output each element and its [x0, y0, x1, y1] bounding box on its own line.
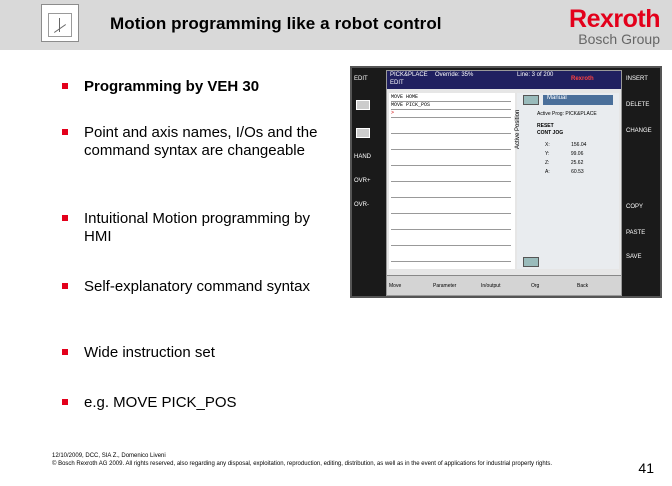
footer-notice — [52, 452, 622, 468]
hmi-left-button: HAND — [354, 154, 372, 160]
hmi-topbar: PICK&PLACE Override: 35% EDIT Line: 3 of 200 Rexroth — [387, 71, 621, 89]
hmi-right-button: PASTE — [626, 230, 646, 236]
slide-logo-icon — [41, 4, 79, 42]
hmi-bottom-menu: Move Parameter In/output Org Back — [387, 275, 621, 295]
hmi-screenshot — [350, 66, 662, 298]
scroll-up-icon — [523, 95, 539, 105]
hmi-right-button: SAVE — [626, 254, 642, 260]
page-number: 41 — [638, 460, 654, 476]
page-title: Motion programming like a robot control — [110, 14, 442, 33]
axis-row: A: 60.53 — [545, 169, 584, 175]
hmi-left-icon — [356, 100, 370, 110]
hmi-right-button: INSERT — [626, 76, 648, 82]
hmi-left-button: OVR+ — [354, 178, 371, 184]
hmi-right-button: CHANGE — [626, 128, 652, 134]
brand-name: Rexroth — [569, 5, 660, 33]
hmi-display — [386, 70, 622, 296]
brand-sub: Bosch Group — [578, 31, 660, 47]
hmi-left-button: EDIT — [354, 76, 368, 82]
scroll-down-icon — [523, 257, 539, 267]
bullet-marker-icon — [62, 399, 68, 405]
hmi-position-panel: Manual Active Position Active Prog: PICK&PLACE RESET CONT JOG X: 156.04 Y: 99.06 Z: 25.62 A: 60.53 — [517, 93, 619, 269]
bullet-marker-icon — [62, 83, 68, 89]
axis-row: X: 156.04 — [545, 142, 587, 148]
axis-row: Y: 99.06 — [545, 151, 584, 157]
footer-copyright: © Bosch Rexroth AG 2009. All rights reserved, also regarding any disposal, exploitation, reproduction, editing, distribution, as well as in the event of applications for industrial property rights. — [52, 461, 553, 467]
brand-logo — [569, 6, 660, 46]
footer-date-line: 12/10/2009, DCC, SIA Z., Domenico Liveni — [52, 453, 166, 459]
hmi-left-icon — [356, 128, 370, 138]
hmi-right-button: DELETE — [626, 102, 650, 108]
bullet-marker-icon — [62, 283, 68, 289]
bullet-marker-icon — [62, 215, 68, 221]
hmi-left-button: OVR- — [354, 202, 369, 208]
header-bar — [0, 0, 672, 50]
hmi-program-list: MOVE HOME MOVE PICK_POS > — [389, 93, 515, 269]
bullet-marker-icon — [62, 349, 68, 355]
axis-row: Z: 25.62 — [545, 160, 584, 166]
hmi-right-button: COPY — [626, 204, 644, 210]
bullet-marker-icon — [62, 129, 68, 135]
